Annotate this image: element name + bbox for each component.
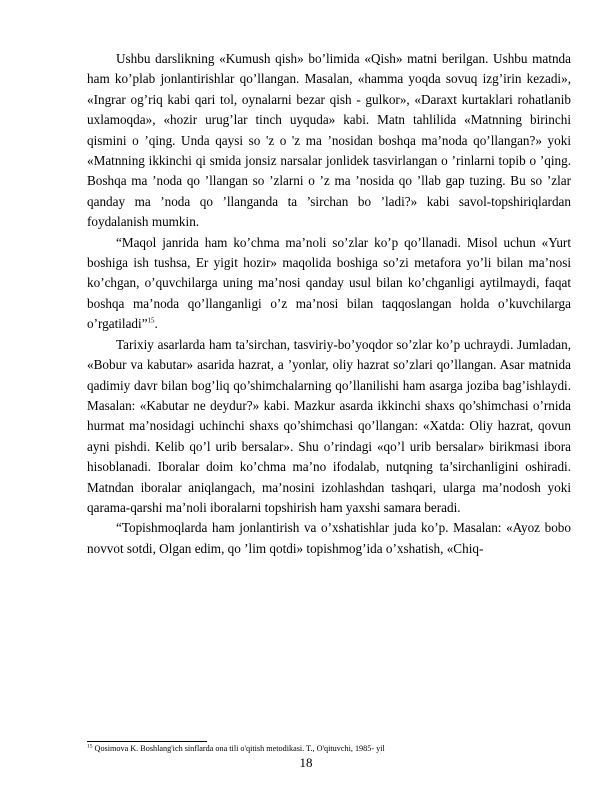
footnote-number: 15 [87, 743, 93, 750]
paragraph-1 [87, 49, 571, 233]
footnote-reference[interactable]: 15 [147, 316, 155, 325]
paragraph-2-text: “Maqol janrida ham ko’chma ma’noli so’zlar ko’p qo’llanadi. Misol uchun «Yurt boshiga ish tushsa, Er yigit hozir» maqolida boshiga so’zi metafora yo’li bilan ma’nosi ko’chgan, o’quvchilarga uning ma’nosi qanday usul bilan ko’chganligi aytilmaydi, faqat boshqa ma’noda qo’llanganligi o’z ma’nosi bilan taqqoslangan holda o’kuvchilarga o’rgatiladi” [87, 234, 571, 332]
paragraph-3-text: Tarixiy asarlarda ham ta’sirchan, tasviriy-bo’yoqdor so’zlar ko’p uchraydi. Jumladan, «Bobur va kabutar» asarida hazrat, a ’yonlar, oliy hazrat so’zlari qo’llangan. Asar matnida qadimiy davr bilan bog’liq qo’shimchalarning qo’llanilishi ham asarga joziba bag’ishlaydi. Masalan: «Kabutar ne deydur?» kabi. Mazkur asarda ikkinchi shaxs qo’shimchasi o’rnida hurmat ma’nosidagi uchinchi shaxs qo’shimchasi qo’llangan: «Xatda: Oliy hazrat, qovun ayni pishdi. Kelib qo’l urib bersalar». Shu o’rindagi «qo’l urib bersalar» birikmasi ibora hisoblanadi. Iboralar doim ko’chma ma’no ifodalab, nutqning ta’sirchanligini oshiradi. Matndan iboralar aniqlangach, ma’nosini izohlashdan tashqari, ularga ma’nodosh yoki qarama-qarshi ma’noli iboralarni topshirish ham yaxshi samara beradi. [87, 336, 571, 515]
paragraph-4 [87, 518, 571, 559]
paragraph-2-end: . [154, 316, 158, 332]
paragraph-1-text: Ushbu darslikning «Kumush qish» bo’limida «Qish» matni berilgan. Ushbu matnda ham ko’plab jonlantirishlar qo’llangan. Masalan, «hamma yoqda sovuq izg’irin kezadi», «Ingrar og’riq kabi qari tol, oynalarni bezar qish - gulkor», «Daraxt kurtaklari rohatlanib uxlamoqda», «hozir urug’lar tinch uyquda» kabi. Matn tahlilida «Matnning birinchi qismini o ’qing. Unda qaysi so 'z o 'z ma ’nosidan boshqa ma’noda qo’llangan?» yoki «Matnning ikkinchi qi smida jonsiz narsalar jonlidek tasvirlangan o ’rinlarni topib o ’qing. Boshqa ma ’noda qo ’llangan so ’zlarni o ’z ma ’nosida qo ’llab gap tuzing. Bu so ’zlar qanday ma ’noda qo ’llanganda ta ’sirchan bo ’ladi?» kabi savol-topshiriqlardan foydalanish mumkin. [87, 51, 571, 230]
paragraph-2 [87, 233, 571, 335]
paragraph-3 [87, 335, 571, 519]
footnote-text: Qosimova K. Boshlang'ich sinflarda ona tili o'qitish metodikasi. T., O'qituvchi, 1985- yil [92, 744, 385, 753]
footnote-divider [87, 741, 207, 742]
page-number: 18 [299, 755, 313, 770]
footnote [87, 744, 571, 754]
paragraph-4-text: “Topishmoqlarda ham jonlantirish va o’xshatishlar juda ko’p. Masalan: «Ayoz bobo novvot sotdi, Olgan edim, qo ’lim qotdi» topishmog’ida o’xshatish, «Chiq- [87, 520, 571, 556]
document-body [87, 49, 571, 559]
